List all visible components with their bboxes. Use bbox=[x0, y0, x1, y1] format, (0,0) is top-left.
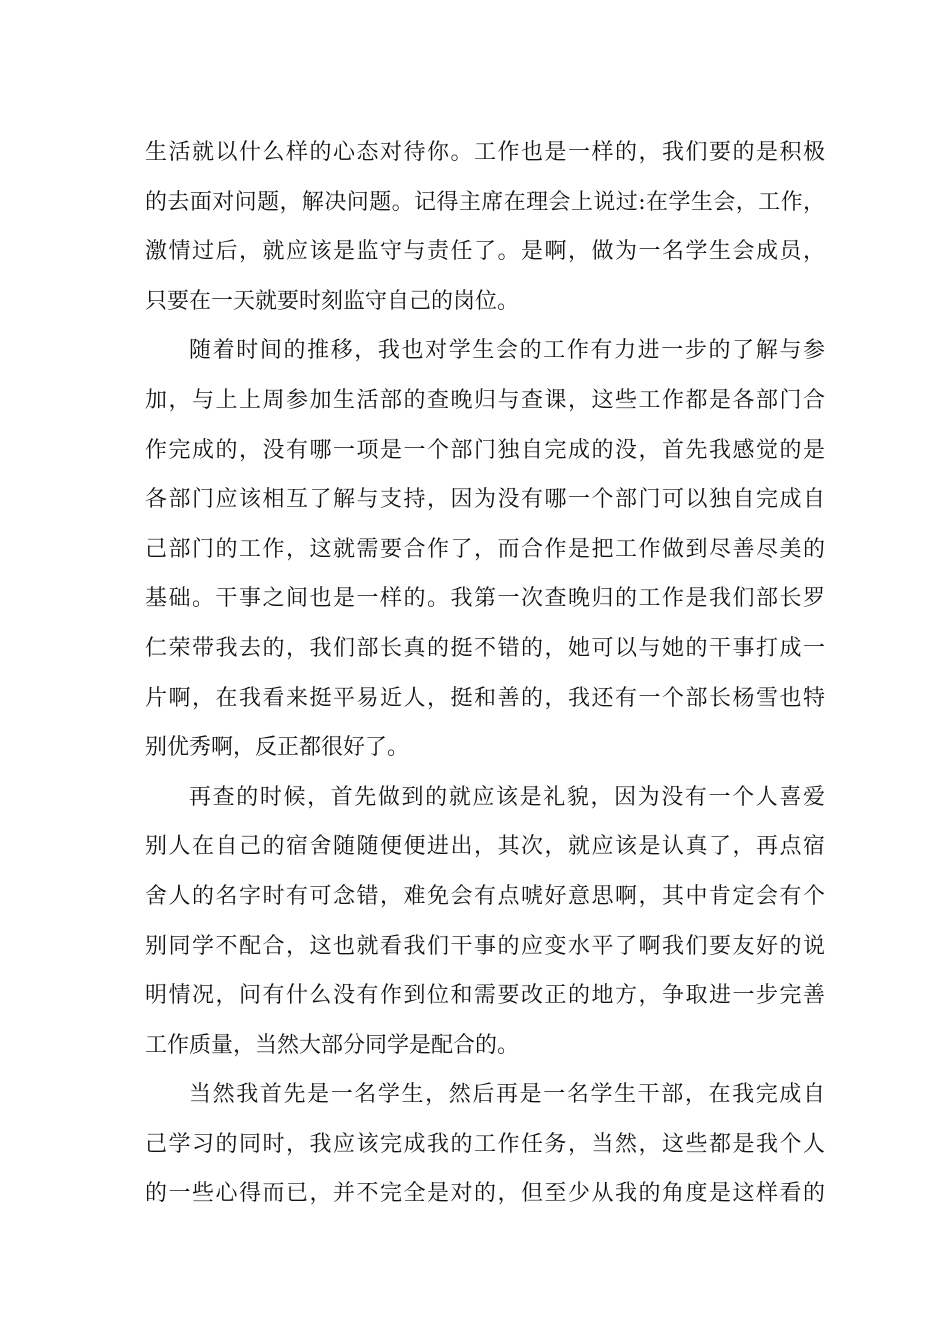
document-body bbox=[145, 128, 825, 1219]
text-line: 激情过后，就应该是监守与责任了。是啊，做为一名学生会成员， bbox=[145, 239, 825, 265]
text-line: 片啊，在我看来挺平易近人，挺和善的，我还有一个部长杨雪也特 bbox=[145, 685, 825, 711]
text-line: 己学习的同时，我应该完成我的工作任务，当然，这些都是我个人 bbox=[145, 1131, 825, 1157]
text-line: 别人在自己的宿舍随随便便进出，其次，就应该是认真了，再点宿 bbox=[145, 834, 825, 860]
text-line: 舍人的名字时有可念错，难免会有点唬好意思啊，其中肯定会有个 bbox=[145, 883, 825, 909]
paragraph-first-line: 再查的时候，首先做到的就应该是礼貌，因为没有一个人喜爱 bbox=[189, 784, 825, 810]
text-line: 明情况，问有什么没有作到位和需要改正的地方，争取进一步完善 bbox=[145, 983, 825, 1009]
text-line: 加，与上上周参加生活部的查晚归与查课，这些工作都是各部门合 bbox=[145, 387, 825, 413]
text-line: 基础。干事之间也是一样的。我第一次查晚归的工作是我们部长罗 bbox=[145, 586, 825, 612]
text-line: 只要在一天就要时刻监守自己的岗位。 bbox=[145, 288, 520, 314]
text-line: 的一些心得而已，并不完全是对的，但至少从我的角度是这样看的 bbox=[145, 1181, 825, 1207]
text-line: 工作质量，当然大部分同学是配合的。 bbox=[145, 1032, 520, 1058]
text-line: 的去面对问题，解决问题。记得主席在理会上说过:在学生会，工作， bbox=[145, 189, 825, 215]
text-line: 各部门应该相互了解与支持，因为没有哪一个部门可以独自完成自 bbox=[145, 487, 825, 513]
text-line: 作完成的，没有哪一项是一个部门独自完成的没，首先我感觉的是 bbox=[145, 437, 825, 463]
paragraph-first-line: 当然我首先是一名学生，然后再是一名学生干部，在我完成自 bbox=[189, 1082, 825, 1108]
text-line: 别优秀啊，反正都很好了。 bbox=[145, 735, 410, 761]
paragraph-first-line: 随着时间的推移，我也对学生会的工作有力进一步的了解与参 bbox=[189, 338, 825, 364]
text-line: 仁荣带我去的，我们部长真的挺不错的，她可以与她的干事打成一 bbox=[145, 635, 825, 661]
text-line: 生活就以什么样的心态对待你。工作也是一样的，我们要的是积极 bbox=[145, 140, 825, 165]
text-line: 己部门的工作，这就需要合作了，而合作是把工作做到尽善尽美的 bbox=[145, 536, 825, 562]
text-line: 别同学不配合，这也就看我们干事的应变水平了啊我们要友好的说 bbox=[145, 933, 825, 959]
